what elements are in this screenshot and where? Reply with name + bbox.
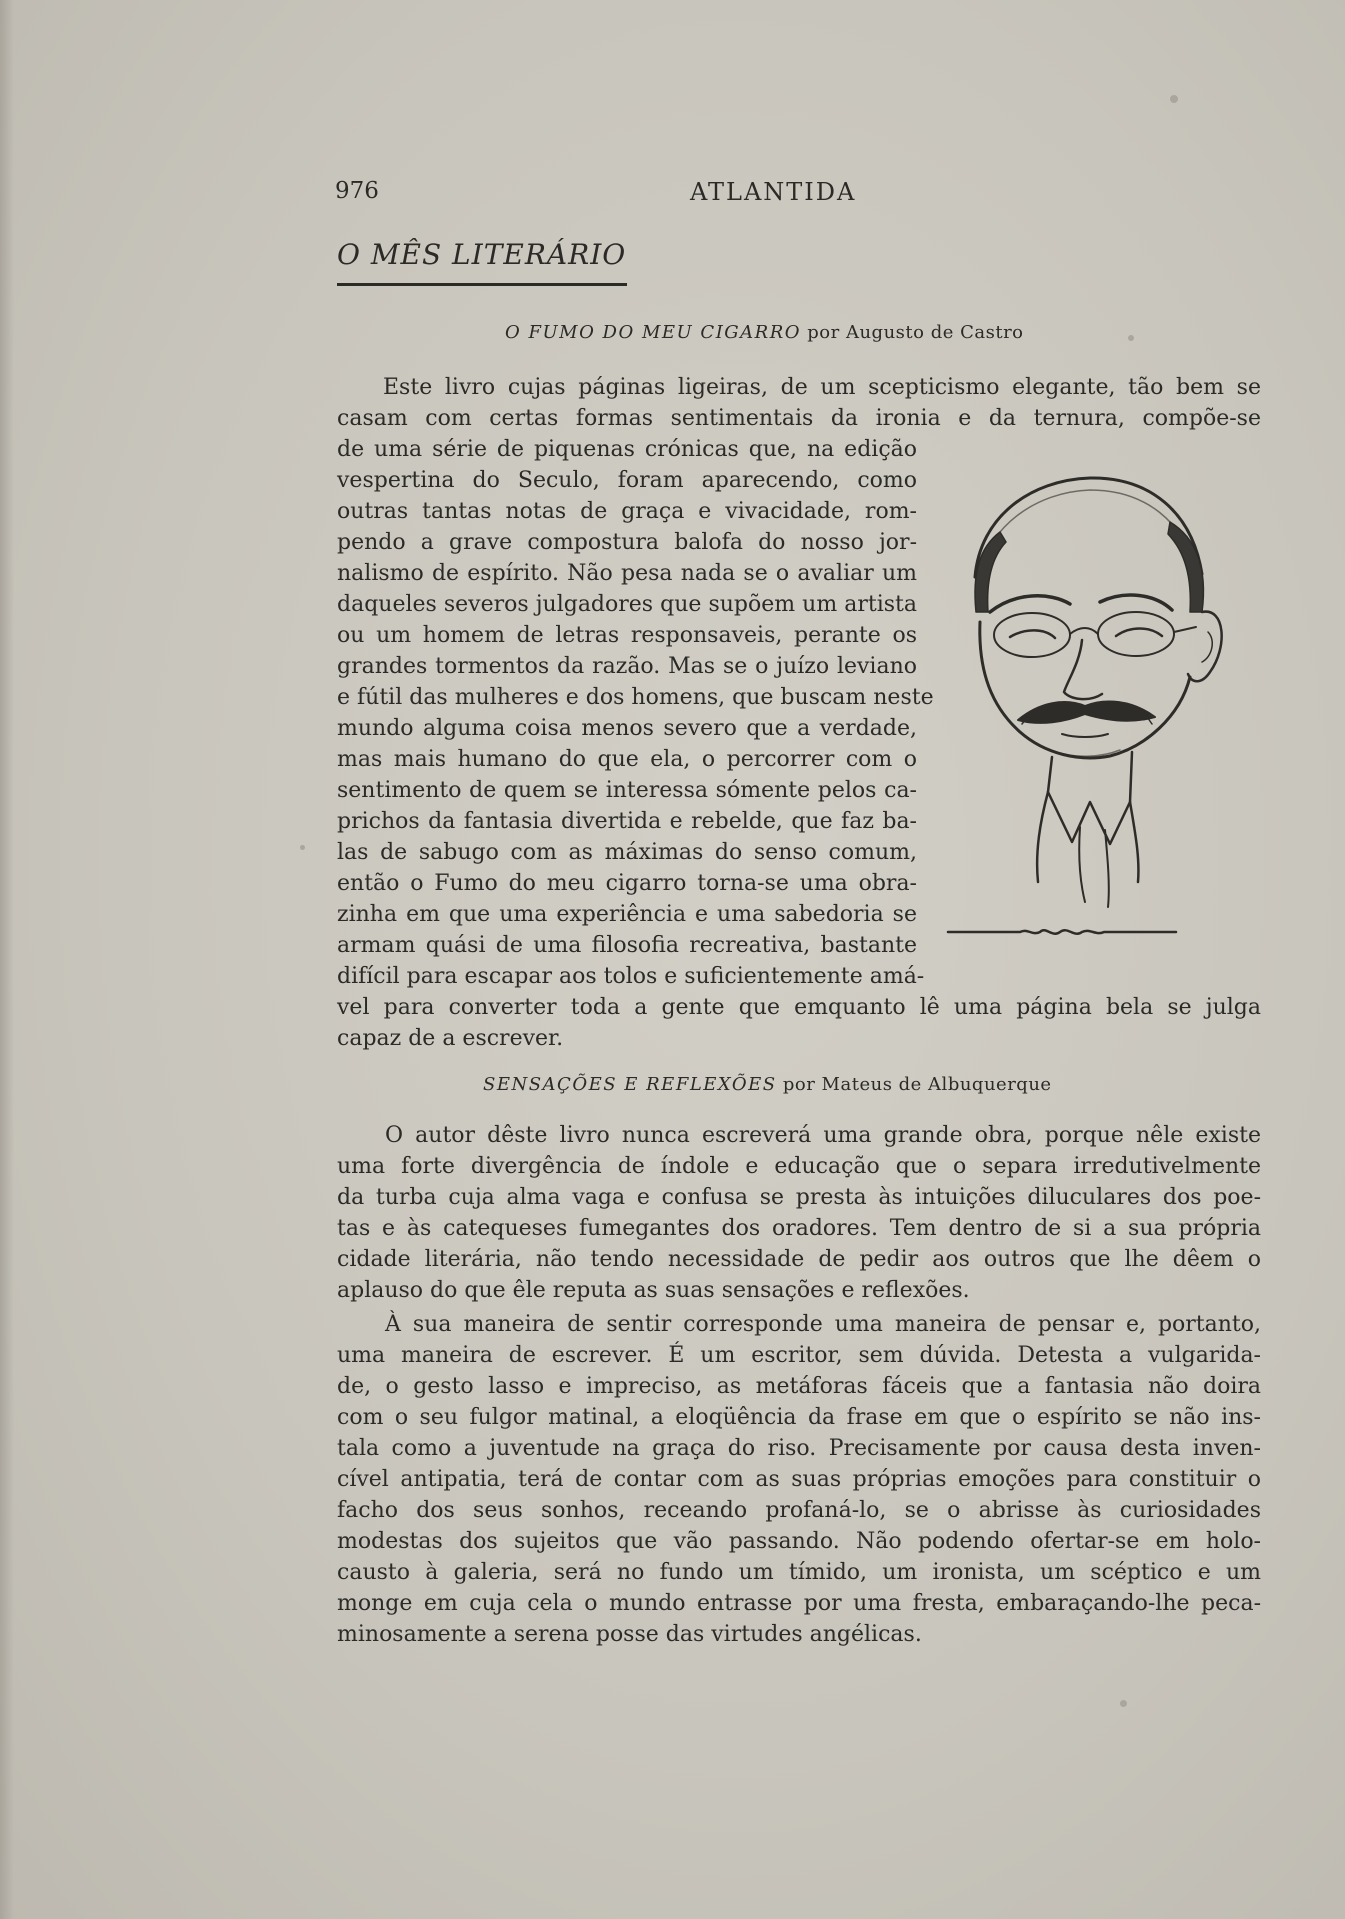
paper-speck <box>1170 95 1178 103</box>
review2-line: uma forte divergência de índole e educação que o separa irredutivelmente <box>337 1154 1261 1179</box>
review2-book-title: SENSAÇÕES E REFLEXÕES <box>483 1074 777 1095</box>
review2-line: O autor dêste livro nunca escreverá uma grande obra, porque nêle existe <box>385 1123 1261 1148</box>
review1-line: armam quási de uma filosofia recreativa, bastante <box>337 933 917 958</box>
review1-line: casam com certas formas sentimentais da ironia e da ternura, compõe-se <box>337 406 1261 431</box>
review2-line: causto à galeria, será no fundo um tímido, um ironista, um scéptico e um <box>337 1560 1261 1585</box>
page-edge-shadow <box>0 0 14 1919</box>
review1-line: nalismo de espírito. Não pesa nada se o avaliar um <box>337 561 917 586</box>
page-number: 976 <box>335 178 379 204</box>
review1-line: difícil para escapar aos tolos e suficientemente amá- <box>337 964 925 989</box>
review1-line: mas mais humano do que ela, o percorrer com o <box>337 747 917 772</box>
review2-byline: por Mateus de Albuquerque <box>782 1074 1052 1095</box>
running-header <box>335 178 1215 208</box>
review1-heading <box>505 322 1024 343</box>
review1-line: grandes tormentos da razão. Mas se o juízo leviano <box>337 654 917 679</box>
review1-line: Este livro cujas páginas ligeiras, de um scepticismo elegante, tão bem se <box>383 375 1261 400</box>
review1-line: vel para converter toda a gente que emquanto lê uma página bela se julga <box>337 995 1261 1020</box>
paper-speck <box>1128 335 1134 341</box>
paper-speck <box>1120 1700 1127 1707</box>
review2-line: aplauso do que êle reputa as suas sensações e reflexões. <box>337 1278 970 1303</box>
review2-line: uma maneira de escrever. É um escritor, sem dúvida. Detesta a vulgarida- <box>337 1343 1261 1368</box>
review1-line: ou um homem de letras responsaveis, perante os <box>337 623 917 648</box>
section-title-underline <box>337 283 627 286</box>
review1-line: prichos da fantasia divertida e rebelde, que faz ba- <box>337 809 917 834</box>
review1-line: sentimento de quem se interessa sómente pelos ca- <box>337 778 917 803</box>
section-title: O MÊS LITERÁRIO <box>337 238 627 271</box>
review1-book-title: O FUMO DO MEU CIGARRO <box>505 322 802 343</box>
review1-line: de uma série de piquenas crónicas que, na edição <box>337 437 917 462</box>
review2-line: com o seu fulgor matinal, a eloqüência da frase em que o espírito se não ins- <box>337 1405 1261 1430</box>
review1-line: las de sabugo com as máximas do senso comum, <box>337 840 917 865</box>
review2-line: cidade literária, não tendo necessidade de pedir aos outros que lhe dêem o <box>337 1247 1261 1272</box>
paper-speck <box>300 845 305 850</box>
review1-line: mundo alguma coisa menos severo que a verdade, <box>337 716 917 741</box>
review1-byline: por Augusto de Castro <box>807 322 1024 343</box>
review2-line: de, o gesto lasso e impreciso, as metáforas fáceis que a fantasia não doira <box>337 1374 1261 1399</box>
review2-line: tas e às catequeses fumegantes dos oradores. Tem dentro de si a sua própria <box>337 1216 1261 1241</box>
review1-line-text: vespertina do Seculo, foram aparecendo, como <box>337 468 917 493</box>
review2-line: cível antipatia, terá de contar com as suas próprias emoções para constituir o <box>337 1467 1261 1492</box>
journal-title: ATLANTIDA <box>690 178 857 206</box>
review1-line: pendo a grave compostura balofa do nosso jor- <box>337 530 917 555</box>
review1-line: capaz de a escrever. <box>337 1026 564 1051</box>
review2-line: tala como a juventude na graça do riso. Precisamente por causa desta inven- <box>337 1436 1261 1461</box>
review2-line: minosamente a serena posse das virtudes angélicas. <box>337 1622 922 1647</box>
review2-line: modestas dos sujeitos que vão passando. Não podendo ofertar-se em holo- <box>337 1529 1261 1554</box>
review2-line: monge em cuja cela o mundo entrasse por uma fresta, embaraçando-lhe peca- <box>337 1591 1261 1616</box>
review2-line: da turba cuja alma vaga e confusa se presta às intuições diluculares dos poe- <box>337 1185 1261 1210</box>
review1-line: outras tantas notas de graça e vivacidade, rom- <box>337 499 917 524</box>
review1-line: daqueles severos julgadores que supõem um artista <box>337 592 917 617</box>
review2-heading <box>483 1074 1052 1095</box>
review1-line: zinha em que uma experiência e uma sabedoria se <box>337 902 917 927</box>
author-caricature-illustration <box>940 462 1225 947</box>
review2-line: facho dos seus sonhos, receando profaná-lo, se o abrisse às curiosidades <box>337 1498 1261 1523</box>
review1-line <box>337 465 917 496</box>
review1-line: e fútil das mulheres e dos homens, que buscam neste <box>337 685 934 710</box>
review1-line: então o Fumo do meu cigarro torna-se uma obra- <box>337 871 917 896</box>
review2-line: À sua maneira de sentir corresponde uma maneira de pensar e, portanto, <box>385 1312 1261 1337</box>
